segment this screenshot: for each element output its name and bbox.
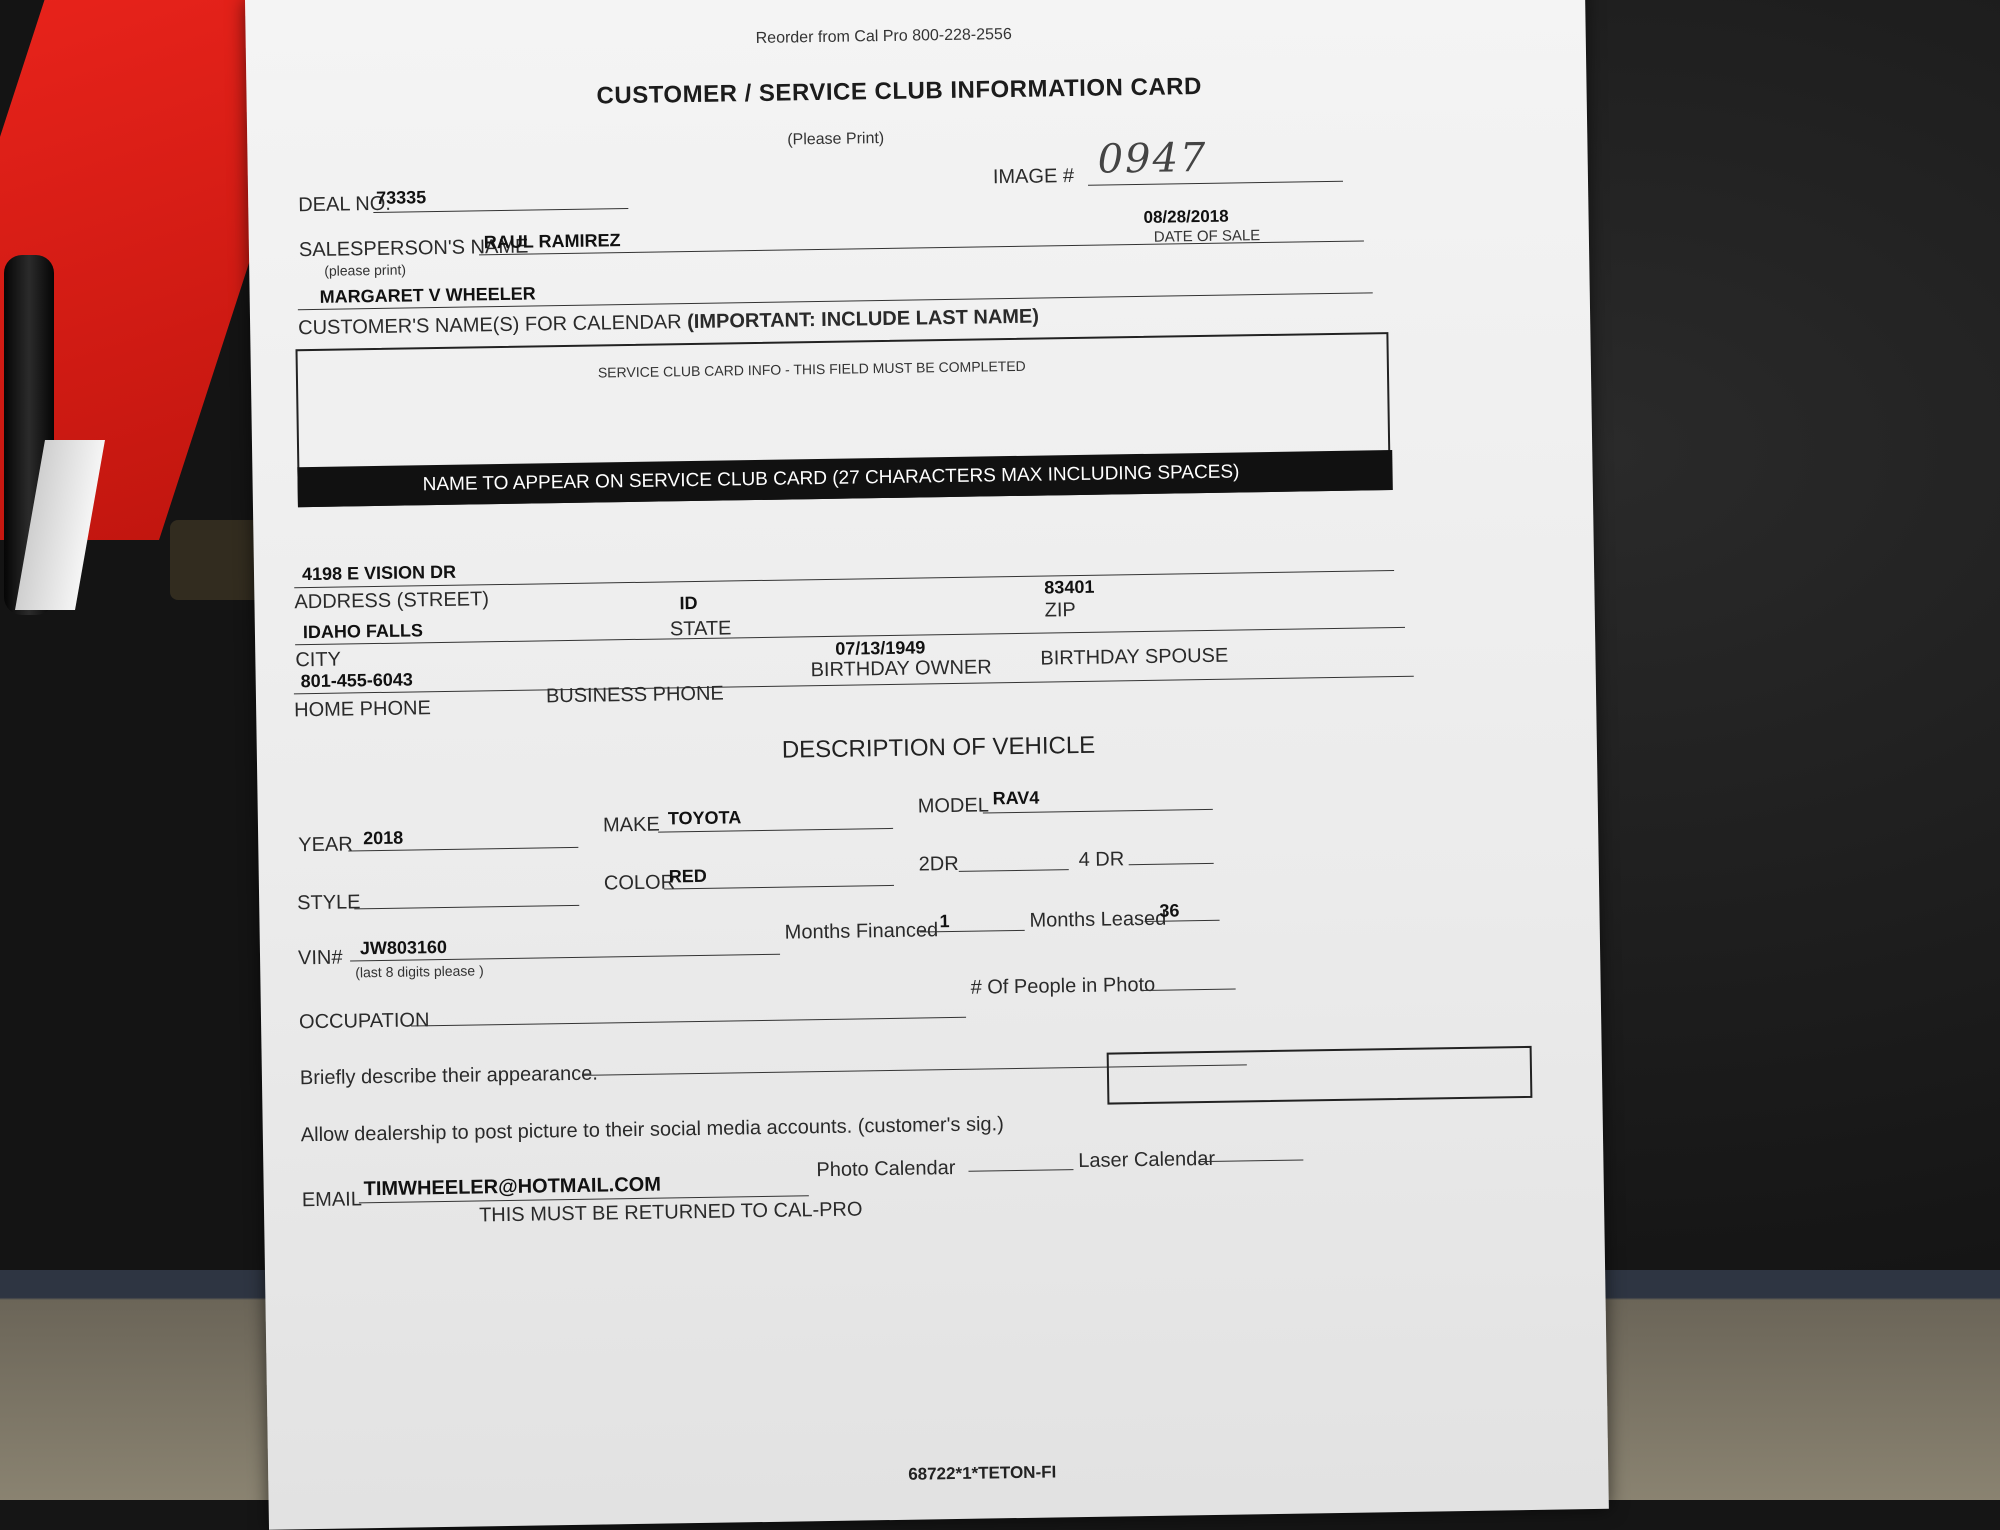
reorder-note: Reorder from Cal Pro 800-228-2556 [756, 26, 1012, 48]
photo-calendar-label: Photo Calendar [816, 1157, 955, 1182]
laser-calendar-line [1198, 1160, 1303, 1163]
vehicle-section-title: DESCRIPTION OF VEHICLE [782, 732, 1096, 765]
service-club-name-bar [297, 450, 1392, 507]
people-in-photo-line [1141, 989, 1236, 991]
service-club-header: SERVICE CLUB CARD INFO - THIS FIELD MUST BE COMPLETED [598, 358, 1026, 381]
image-number-handwritten: 0947 [1097, 135, 1208, 183]
months-leased-line [1145, 920, 1220, 922]
two-door-label: 2DR [918, 853, 958, 877]
image-number-label: IMAGE # [993, 165, 1074, 189]
birthday-spouse-label: BIRTHDAY SPOUSE [1040, 645, 1228, 671]
salesperson-sublabel: (please print) [324, 262, 406, 279]
state-value: ID [679, 593, 697, 614]
return-note: THIS MUST BE RETURNED TO CAL-PRO [479, 1198, 863, 1227]
four-door-label: 4 DR [1078, 848, 1124, 872]
service-club-box [295, 332, 1390, 507]
customer-name-important: (IMPORTANT: INCLUDE LAST NAME) [687, 306, 1039, 334]
months-leased-value: 36 [1159, 900, 1179, 921]
state-label: STATE [670, 617, 732, 641]
zip-label: ZIP [1045, 599, 1076, 622]
occupation-line [411, 1017, 966, 1027]
deal-no-value: 73335 [376, 187, 426, 209]
deal-no-line [373, 208, 628, 213]
model-value: RAV4 [992, 788, 1039, 810]
model-line [983, 809, 1213, 814]
business-phone-label: BUSINESS PHONE [546, 683, 724, 709]
date-of-sale-label: DATE OF SALE [1154, 227, 1261, 246]
vin-value: JW803160 [360, 937, 447, 959]
street-label: ADDRESS (STREET) [294, 588, 489, 614]
birthday-owner-label: BIRTHDAY OWNER [810, 656, 991, 682]
birthday-owner-value: 07/13/1949 [835, 637, 925, 659]
style-label: STYLE [297, 891, 361, 915]
customer-name-value: MARGARET V WHEELER [320, 283, 536, 307]
city-label: CITY [295, 649, 341, 673]
make-label: MAKE [603, 814, 660, 838]
street-line [294, 570, 1394, 588]
photo-calendar-line [968, 1169, 1073, 1172]
service-club-bar-text: NAME TO APPEAR ON SERVICE CLUB CARD (27 CHARACTERS MAX INCLUDING SPACES) [422, 461, 1239, 496]
year-value: 2018 [363, 828, 403, 850]
home-phone-value: 801-455-6043 [301, 669, 413, 692]
salesperson-value: RAUL RAMIREZ [484, 230, 621, 253]
people-in-photo-label: # Of People in Photo [970, 974, 1155, 1000]
months-financed-value: 1 [939, 911, 949, 932]
home-phone-label: HOME PHONE [294, 697, 431, 722]
style-line [354, 905, 579, 910]
months-leased-label: Months Leased [1029, 908, 1166, 933]
two-door-line [959, 869, 1069, 872]
appearance-label: Briefly describe their appearance. [300, 1063, 598, 1091]
street-value: 4198 E VISION DR [302, 562, 456, 585]
vin-label: VIN# [298, 947, 343, 971]
make-value: TOYOTA [668, 807, 742, 829]
date-of-sale-value: 08/28/2018 [1143, 207, 1228, 228]
laser-calendar-label: Laser Calendar [1078, 1148, 1215, 1173]
information-card-form [245, 0, 1609, 1530]
zip-value: 83401 [1044, 577, 1094, 599]
salesperson-label: SALESPERSON'S NAME [299, 236, 529, 263]
four-door-line [1129, 863, 1214, 865]
color-value: RED [669, 866, 707, 888]
city-value: IDAHO FALLS [303, 620, 423, 643]
customer-name-label [298, 306, 1039, 341]
please-print-note: (Please Print) [787, 130, 884, 150]
deal-no-label: DEAL NO. [298, 193, 391, 217]
email-value: TIMWHEELER@HOTMAIL.COM [364, 1174, 662, 1202]
social-media-label: Allow dealership to post picture to their social media accounts. (customer's sig.) [301, 1113, 1004, 1147]
vin-note: (last 8 digits please ) [355, 962, 484, 980]
year-label: YEAR [298, 833, 353, 857]
email-label: EMAIL [302, 1188, 362, 1212]
model-label: MODEL [918, 794, 989, 818]
customer-signature-box[interactable] [1107, 1046, 1533, 1105]
color-label: COLOR [604, 871, 675, 895]
months-financed-label: Months Financed [785, 919, 939, 944]
footer-code: 68722*1*TETON-FI [908, 1462, 1056, 1484]
occupation-label: OCCUPATION [299, 1009, 430, 1034]
form-title: CUSTOMER / SERVICE CLUB INFORMATION CARD [596, 73, 1202, 111]
customer-name-label-text: CUSTOMER'S NAME(S) FOR CALENDAR [298, 311, 682, 339]
